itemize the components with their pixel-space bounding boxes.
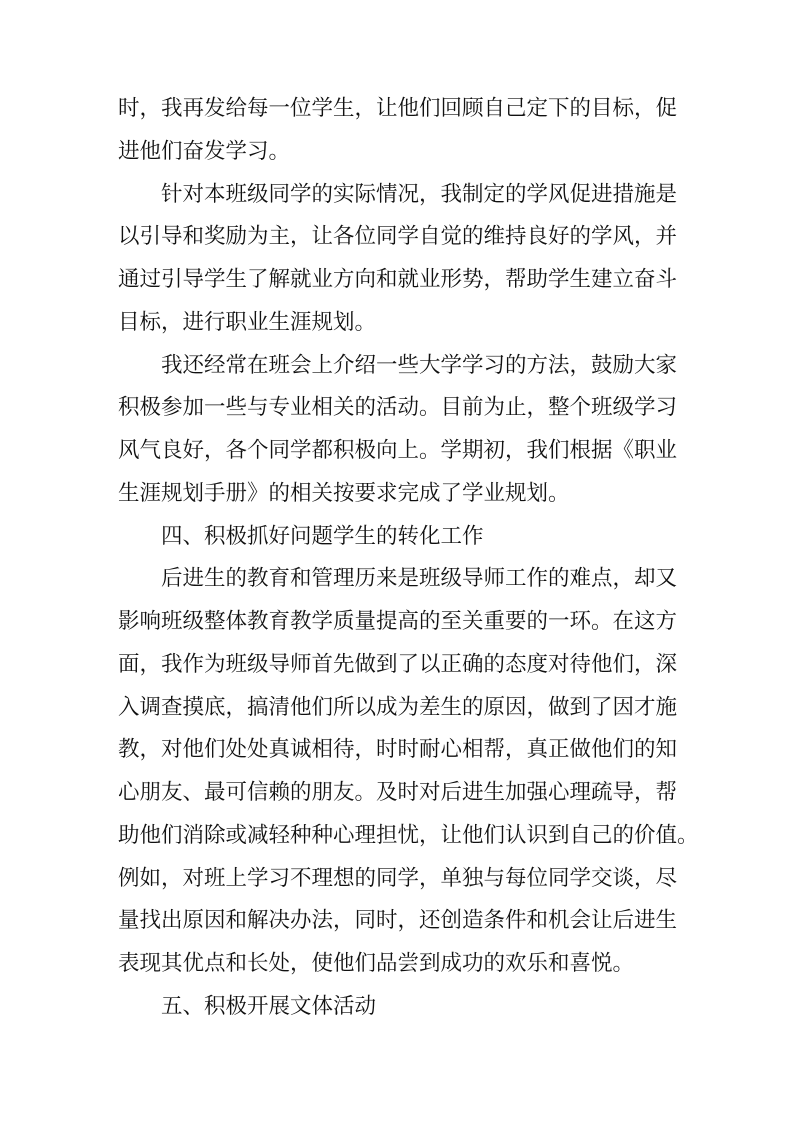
text-line-5: 通过引导学生了解就业方向和就业形势，帮助学生建立奋斗 [118,267,678,292]
text-line-21: 表现其优点和长处，使他们品尝到成功的欢乐和喜悦。 [118,951,635,976]
paragraph-start-line: 我还经常在班会上介绍一些大学学习的方法，鼓励大家 [161,353,678,378]
text-line-14: 面，我作为班级导师首先做到了以正确的态度对待他们，深 [118,652,678,677]
text-line-18: 助他们消除或减轻种种心理担忧，让他们认识到自己的价值。 [118,823,699,848]
text-line-1: 时，我再发给每一位学生，让他们回顾自己定下的目标，促 [118,96,678,121]
text-line-10: 生涯规划手册》的相关按要求完成了学业规划。 [118,481,570,506]
text-line-9: 风气良好，各个同学都积极向上。学期初，我们根据《职业 [118,438,678,463]
paragraph-start-line: 针对本班级同学的实际情况，我制定的学风促进措施是 [161,182,678,207]
text-line-6: 目标，进行职业生涯规划。 [118,310,377,335]
section-heading-5: 五、积极开展文体活动 [161,994,377,1019]
section-heading-4: 四、积极抓好问题学生的转化工作 [161,524,484,549]
text-line-13: 影响班级整体教育教学质量提高的至关重要的一环。在这方 [118,609,678,634]
text-line-20: 量找出原因和解决办法，同时，还创造条件和机会让后进生 [118,908,678,933]
paragraph-start-line: 后进生的教育和管理历来是班级导师工作的难点，却又 [161,566,678,591]
text-line-15: 入调查摸底，搞清他们所以成为差生的原因，做到了因才施 [118,695,678,720]
text-line-16: 教，对他们处处真诚相待，时时耐心相帮，真正做他们的知 [118,737,678,762]
text-line-8: 积极参加一些与专业相关的活动。目前为止，整个班级学习 [118,395,678,420]
text-line-17: 心朋友、最可信赖的朋友。及时对后进生加强心理疏导，帮 [118,780,678,805]
text-line-19: 例如，对班上学习不理想的同学，单独与每位同学交谈，尽 [118,866,678,891]
text-line-4: 以引导和奖励为主，让各位同学自觉的维持良好的学风，并 [118,224,678,249]
text-line-2: 进他们奋发学习。 [118,139,291,164]
